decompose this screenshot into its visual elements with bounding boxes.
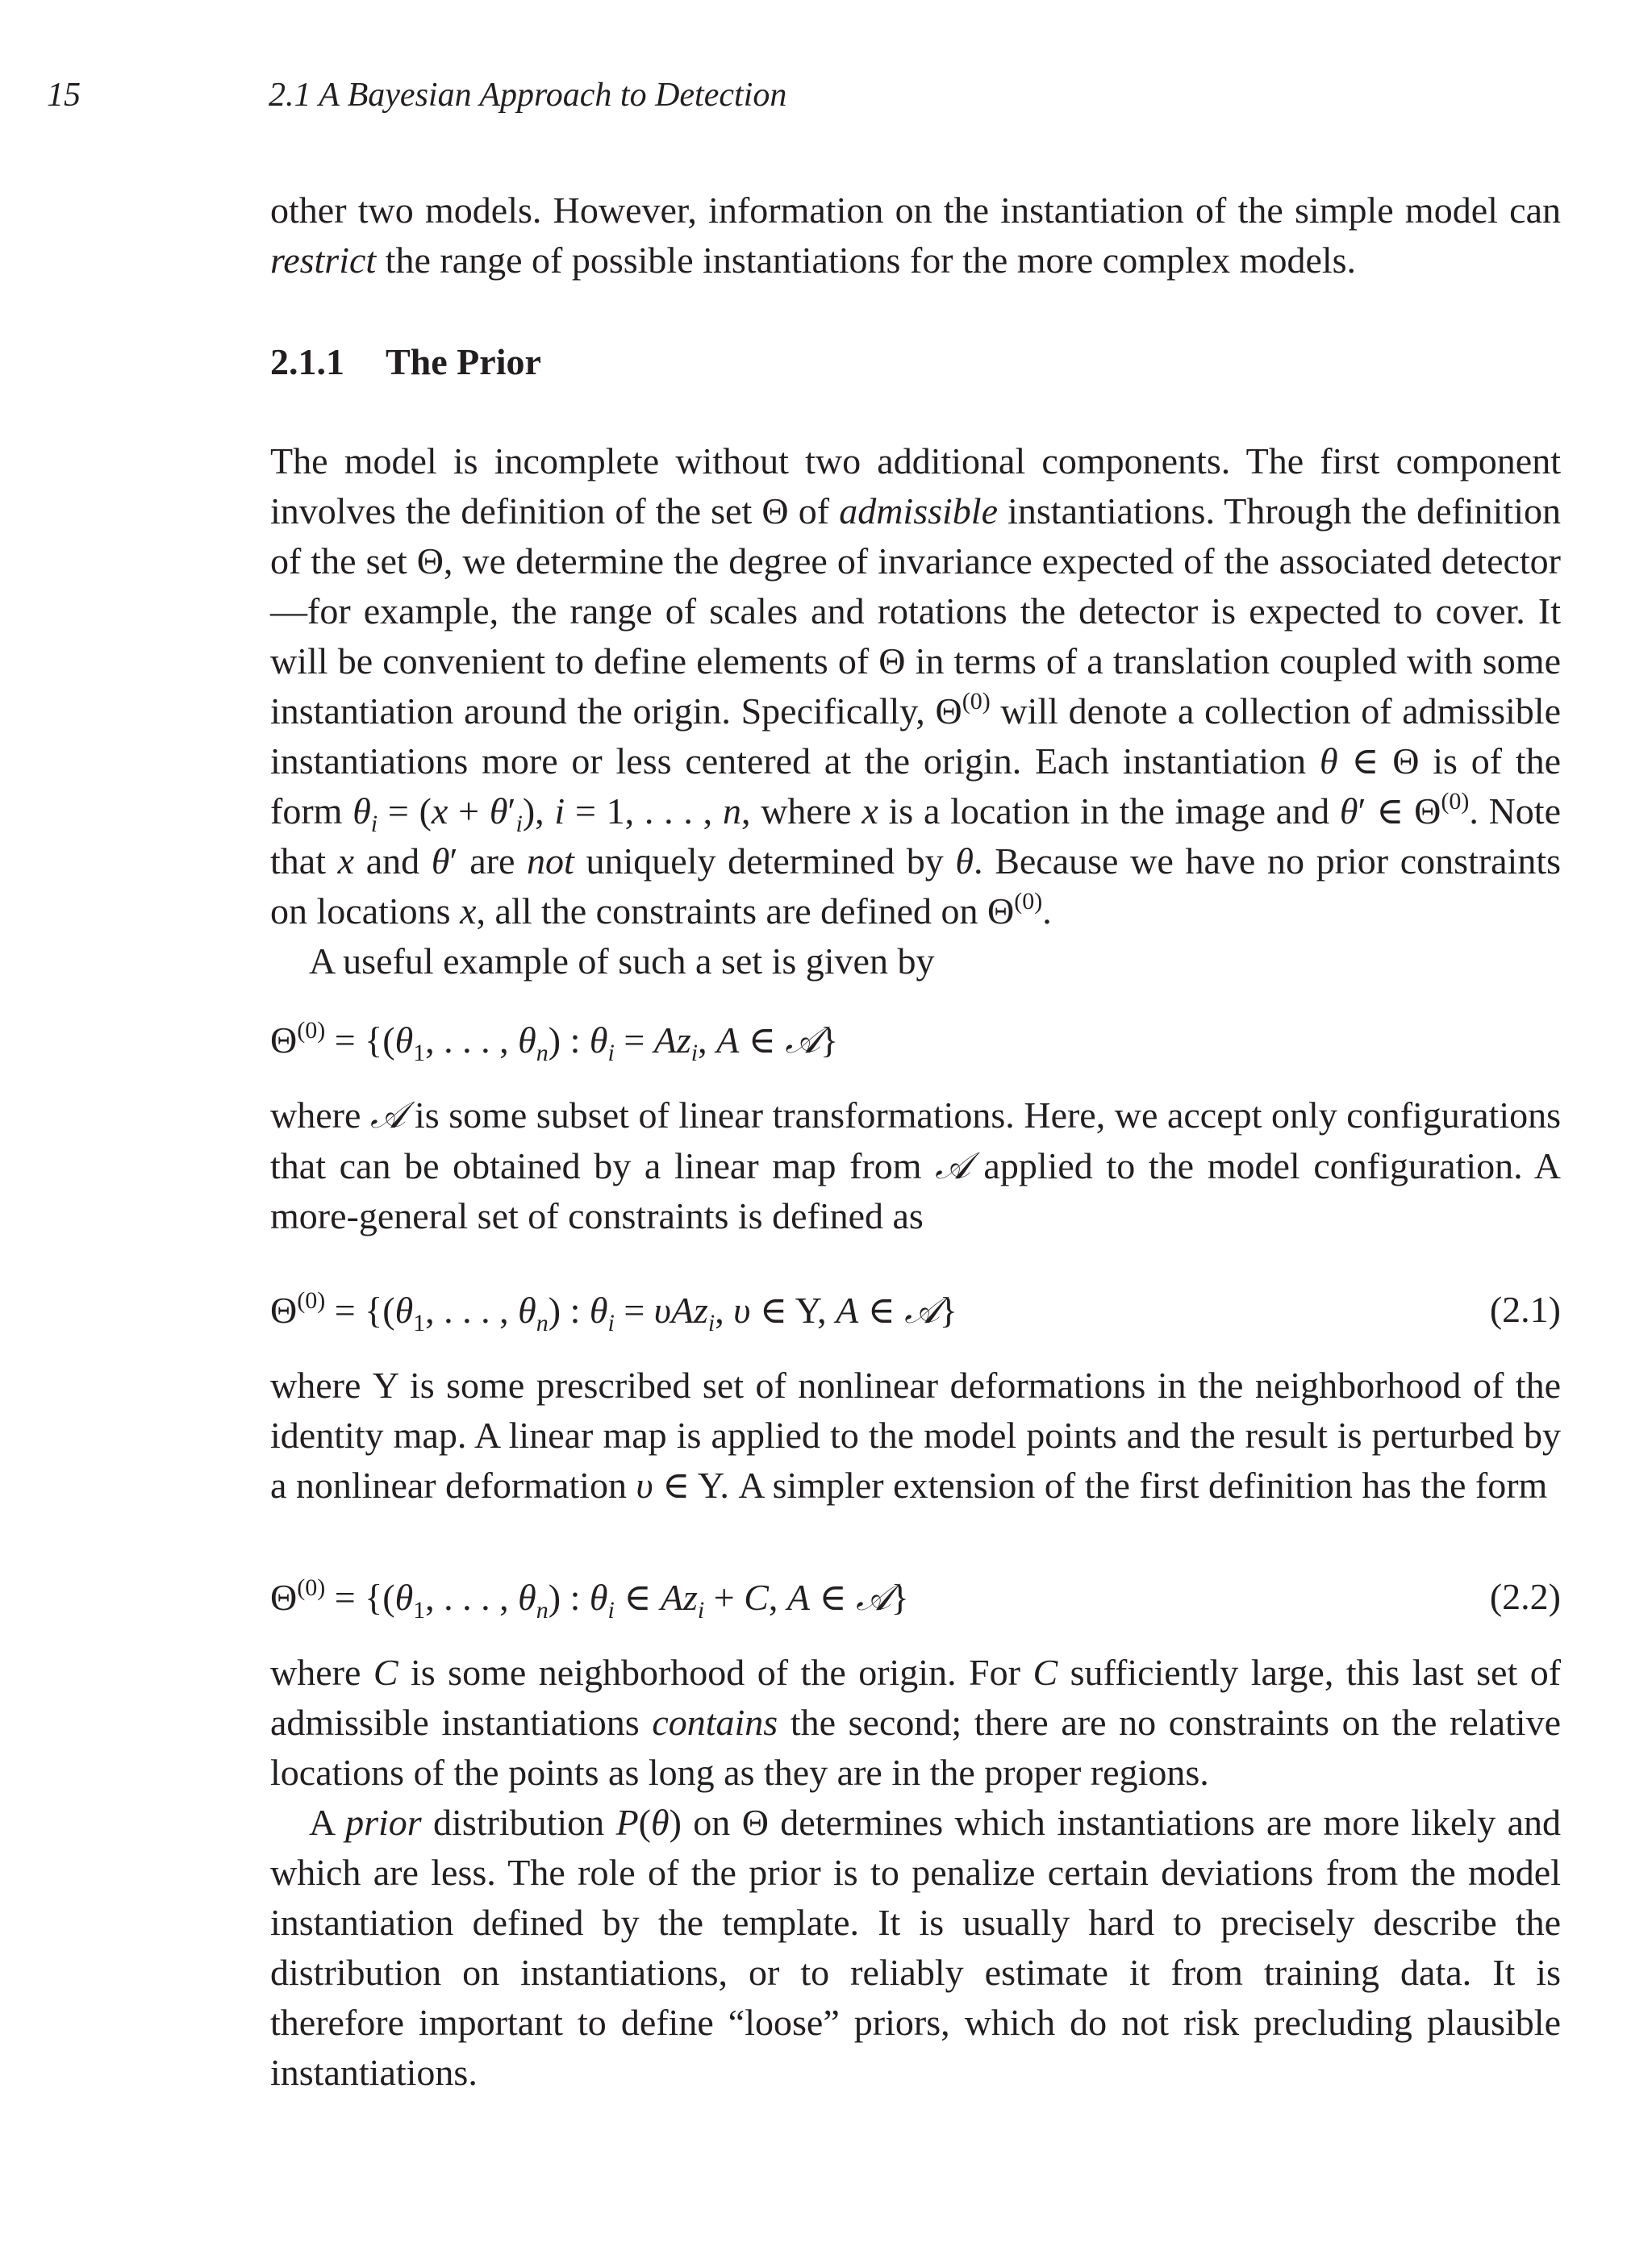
paragraph-continued: other two models. However, information on the instantiation of the simple model can restrict the range of possible instantiations for the more complex models. xyxy=(270,190,1561,281)
subsection-number: 2.1.1 xyxy=(270,341,344,382)
equation-number: (2.1) xyxy=(1489,1289,1561,1330)
equation-2-2: $\Theta^{(0)} = \{(\theta_1$, . . . , $\theta_n$) : $\theta_i$ ∈ $Az_i + C$, A ∈ 𝒜} (2.2) xyxy=(270,1572,1561,1623)
subsection-title: The Prior xyxy=(386,341,541,382)
running-head-title: 2.1 A Bayesian Approach to Detection xyxy=(269,77,787,114)
equation-number: (2.2) xyxy=(1489,1576,1561,1617)
body-text-prior-distribution xyxy=(270,1648,1561,2098)
equation-linear-set: $\Theta^{(0)} = \{(\theta_1$, . . . , $\theta_n$) : $\theta_i = Az_i$, A ∈ 𝒜} xyxy=(270,1017,838,1066)
equation-2-1: $\Theta^{(0)} = \{(\theta_1$, . . . , $\theta_n$) : $\theta_i = \upsilon Az_i$, υ ∈ Υ, A ∈ 𝒜} (2.1) xyxy=(270,1285,1561,1336)
body-text-prior xyxy=(270,436,1561,986)
paragraph-linear-transformations: where 𝒜 is some subset of linear transformations. Here, we accept only configurations that can be obtained by a linear map from 𝒜 applied to the model configuration. A more-general set of constraints is defined as xyxy=(270,1093,1562,1236)
paragraph-nonlinear-deformations: where Υ is some prescribed set of nonlinear deformations in the neighborhood of the identity map. A linear map is applied to the model points and the result is perturbed by a nonlinear deformation υ ∈ Υ. A simpler extension of the first definition has the form xyxy=(270,1365,1561,1506)
paragraph-useful-example: A useful example of such a set is given by xyxy=(309,940,935,982)
page-number: 15 xyxy=(47,77,81,114)
subsection-heading xyxy=(270,337,541,387)
paragraph-neighborhood: where C is some neighborhood of the origin. For C sufficiently large, this last set of admissible instantiations contains the second; there are no constraints on the relative locations of the points as long as they are in the proper regions. xyxy=(270,1652,1562,1793)
paragraph-admissible-set: The model is incomplete without two additional components. The first component involves the definition of the set Θ of admissible instantiations. Through the definition of the set Θ, we determine the degree of invariance expected of the associated detector—for example, the range of scales and rotations the detector is expected to cover. It will be convenient to define elements of Θ in terms of a translation coupled with some instantiation around the origin. Specifically, $\Theta^{(0)}$ will denote a collection of admissible instantiations more or less centered at the origin. Each instantiation θ ∈ Θ is of the form $\theta_i = (x + \theta'_i)$, i = 1, . . . , n, where x is a location in the image and θ′ ∈ $\Theta^{(0)}$. Note that x and θ′ are not uniquely determined by θ. Because we have no prior constraints on locations x, all the constraints are defined on $\Theta^{(0)}$. xyxy=(270,440,1562,932)
paragraph-prior-distribution: A prior distribution P(θ) on Θ determines which instantiations are more likely and which are less. The role of the prior is to penalize certain deviations from the model instantiation defined by the template. It is usually hard to precisely describe the distribution on instantiations, or to reliably estimate it from training data. It is therefore important to define “loose” priors, which do not risk precluding plausible instantiations. xyxy=(270,1802,1561,2093)
